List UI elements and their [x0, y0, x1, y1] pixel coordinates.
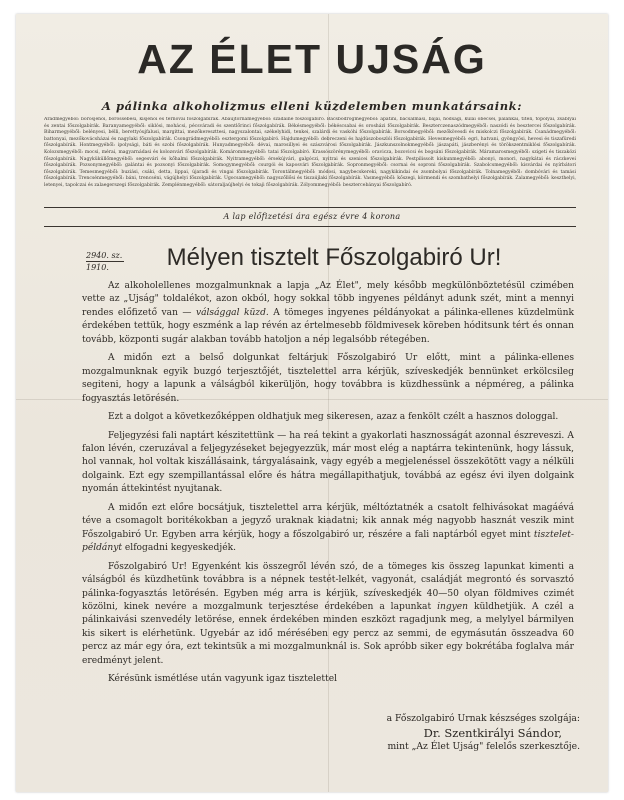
masthead-subtitle: A pálinka alkoholizmus elleni küzdelemben munkatársaink: [101, 99, 523, 113]
reference-number-value: 2940. sz. [86, 251, 123, 260]
subscription-note: A lap előfizetési ára egész évre 4 korona [223, 212, 401, 221]
closing-line: Kérésünk ismétlése után vagyunk igaz tisztelettel [108, 674, 337, 685]
paragraph-4: Feljegyzési fali naptárt készitettünk — ha reá tekint a gyakorlati hasznosságát azonnal észreveszi. A falon lévén, czeruzával a feljegyzéseket bejegyezzük, már most elég a naptárra tekintenünk, hogy lássuk, hol vannak, hol voltak kiszállásaink, tárgyalásaink, vagy egyéb a megjelenéssel összekötött vagy a nélküli dolgaink. Ezt egy szempillantással előre és hátra megállapithatjuk, továbbá az egész évi ilyen dolgaink nyomán áttekintést nyujtanak. [82, 430, 574, 495]
masthead-title: AZ ÉLET UJSÁG [137, 36, 487, 82]
divider-top [44, 207, 576, 208]
signature-block [387, 712, 580, 754]
paragraph-6: Főszolgabiró Ur! Egyenként kis összegről lévén szó, de a tömeges kis összeg lapunkat kimenti a válságból és küzdhetünk továbbra is a népnek testét-lelkét, vagyonát, családját megrontó és sorvasztó pálinka-fogyasztás letörésén. Egyben még arra is kérjük, szíveskedjék 40—50 olyan földmives czimét közölni, kinek nevére a mozgalmunk terjesztése érdekében a lapunkat ingyen küldhetjük. A czél a pálinkaivási szenvedély letörése, ennek érdekében minden eszközt ragadjunk meg, a melylyel bármilyen kis sikert is elérhetünk. Ugyebár az idő mérésében egy percz az semmi, de egymásután összeadva 60 percz az már egy óra, ezt tekintsük a mi mozgalmunknál is. Sok apróbb siker egy bokrétába foglalva már eredményt jelent. [82, 561, 574, 666]
letter-body [82, 280, 574, 692]
salutation-heading: Mélyen tisztelt Főszolgabiró Ur! [166, 244, 502, 271]
paragraph-3: Ezt a dolgot a következőképpen oldhatjuk meg sikeresen, azaz a fenkölt czélt a hasznos dologgal. [108, 412, 559, 423]
collaborators-list: Aradmegyéből: borosjenői, borossebesi, kisjenői és ternovai főszolgabírák. Abaujtornamegyéből: szadainé főszolgabíró. Bácsbodrogmegyéből: apatini, bácsalmási, bajai, hódsági, kulai óbecsei, palánkai, titeli, topolyai, zsablyai és zentai főszolgabírák. Baranyamegyéből: siklósi, mohácsi, pécsváradi és szentlőrinci főszolgabírák. Békésmegyéből: békéscsabai és orosházi főszolgabírák. Beszterczenaszódmegyéből: naszódi és besztercei főszolgabírák. Biharmegyéből: belényesi, bélli, berettyóujfalusi, margittai, mezőkereszttesi, nagyszalontai, székelyhidi, tenkei, szalárdi és vaskóhi főszolgabírák. Borsodmegyéből: mezőkövesdi és miskolczi főszolgabírák. Csanádmegyéből: battonyai, mezőkovácsházai és nagylaki főszolgabírák. Csongrádmegyéből: esztergomi főszolgabíró. Hajdumegyéből: debreczeni és hajdúszoboszlói főszolgabírák. Hevesmegyéből: egri, hatvani, gyöngyösi, hevesi és tiszafüredi főszolgabírák. Hontmegyéből: ipolysági, báti és szobi főszolgabírák. Hunyadmegyéből: dévai, marosillyei és szászvárosi főszolgabírák. Jászkunszolnokmegyéből: jászapáti, jászberényi és törökszentmiklósi főszolgabírák. Kolozsmegyéből: mocsi, mérai, magyarnádasi és kolozsvári főszolgabírák. Komárommegyéből: tatai főszolgabíró. Krassószörénymegyéből: oravicza, bozovicsi és bogsáni főszolgabírák. Máramarosmegyéből: szigeti és tiszaközi főszolgabírák. Nagyküküllőmegyéből: segesvári és kőhalmi főszolgabírák. Nyitramegyéből: érsekújvári, galgóczi, nyitrai és szenicei főszolgabírák. Pestpilissolt kiskunmegyéből: abonyi, monori, nagykátai és ráczkevei főszolgabírák. Pozsonymegyéből: galántai és pozsonyi főszolgabírák. Somogymegyéből: csurgói és kaposvári főszolgabírák. Sopronmegyéből: csornai és soproni főszolgabírák. Szabolcsmegyéből: kisvárdai és nyírbátori főszolgabírák. Temesmegyéből: buziási, csáki, detta, lippai, újaradi és vingai főszolgabírák. Torontálmegyéből: módosi, nagybecskereki, nagykikindai és zsombolyai főszolgabírák. Tolnamegyéből: dombóvári és tamási főszolgabírák. Trencsénmegyéből: báni, trencséni, vágújhelyi főszolgabírák. Ugocsamegyéből: nagyszőllősi és tiszaújlaki főszolgabírák. Vasmegyéből: kőszegi, körmendi és szombathelyi főszolgabírák. Zalamegyéből: keszthelyi, letenyei, tapolczai és zalaegerszegi főszolgabírák. Zemplénmegyéből: sátoraljaújhelyi és tokaji főszolgabírák. Zólyommegyéből: besztercebányai főszolgabíró. [44, 117, 576, 188]
paragraph-1: Az alkoholellenes mozgalmunknak a lapja „Az Élet", mely később megkülönböztetésül czimében vette az „Ujság" toldalékot, azon okból, hogy sokkal több ingyenes példányt adunk szét, mint a mennyi rendes előfizető van — válsággal küzd. A tömeges ingyenes példányokat a pálinka-ellenes küzdelmünk érdekében tettük, hogy eszménk a lap révén az értelmesebb földmivesek köreben hóditsunk tért és onnan tovább, központi sugár alakban tovább hatoljon a nép legalsóbb rétegében. [82, 281, 574, 345]
reference-year: 1910. [86, 263, 109, 272]
divider-bottom [44, 226, 576, 227]
paragraph-2: A midőn ezt a belső dolgunkat feltárjuk Főszolgabiró Ur előtt, mint a pálinka-ellenes mozgalmunknak egyik buzgó terjesztőjét, tisztelettel arra kérjük, szíveskedjék bennünket erkölcsileg segiteni, hogy a lapunk a válságból kikerüljön, hogy továbbra is küzdhessünk a népméreg, a pálinka fogyasztás letörésén. [82, 353, 574, 404]
signature-line-3: mint „Az Élet Ujság" felelős szerkesztője. [387, 741, 580, 752]
paragraph-5: A midőn ezt előre bocsátjuk, tisztelettel arra kérjük, méltóztatnék a csatolt felhivásokat magáévá téve a csomagolt boritékokban a jegyző uraknak kiadatni; kik annak még nagyobb hasznát veszik mint Főszolgabiró Ur. Egyben arra kérjük, hogy a főszolgabiró ur, részére a fali naptárból egyet mint tisztelet-példányt elfogadni kegyeskedjék. [82, 502, 574, 554]
signature-name: Dr. Szentkirályi Sándor, [423, 726, 562, 740]
signature-line-1: a Főszolgabiró Urnak készséges szolgája: [386, 713, 580, 724]
